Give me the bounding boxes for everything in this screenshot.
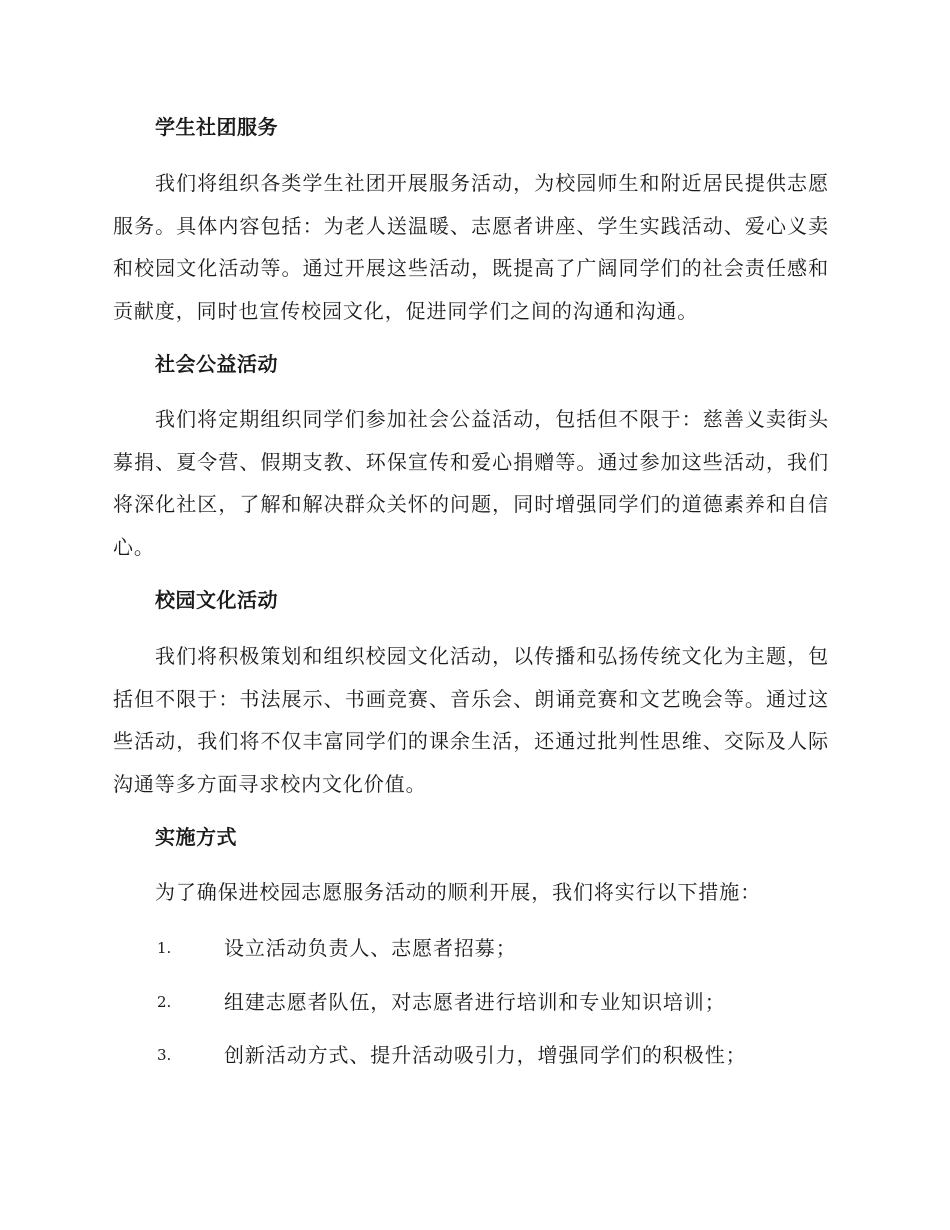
list-item xyxy=(0,934,950,964)
list-item xyxy=(0,1041,950,1071)
list-item-text: 创新活动方式、提升活动吸引力，增强同学们的积极性； xyxy=(224,1043,747,1067)
section-body-student-clubs: 我们将组织各类学生社团开展服务活动，为校园师生和附近居民提供志愿服务。具体内容包括：为老人送温暖、志愿者讲座、学生实践活动、爱心义卖和校园文化活动等。通过开展这些活动，既提高了广阔同学们的社会责任感和贡献度，同时也宣传校园文化，促进同学们之间的沟通和沟通。 xyxy=(113,171,829,323)
section-heading-student-clubs: 学生社团服务 xyxy=(155,115,278,139)
section-heading-public-welfare: 社会公益活动 xyxy=(155,352,278,376)
list-item-number: 1. xyxy=(157,939,172,957)
implementation-intro: 为了确保进校园志愿服务活动的顺利开展，我们将实行以下措施： xyxy=(155,880,762,904)
list-item-text: 组建志愿者队伍，对志愿者进行培训和专业知识培训； xyxy=(224,990,726,1014)
list-item-number: 2. xyxy=(157,993,172,1011)
list-item-number: 3. xyxy=(157,1046,172,1064)
section-heading-implementation: 实施方式 xyxy=(155,825,237,849)
section-body-campus-culture: 我们将积极策划和组织校园文化活动，以传播和弘扬传统文化为主题，包括但不限于：书法展示、书画竞赛、音乐会、朗诵竞赛和文艺晚会等。通过这些活动，我们将不仅丰富同学们的课余生活，还通过批判性思维、交际及人际沟通等多方面寻求校内文化价值。 xyxy=(113,644,829,796)
list-item xyxy=(0,988,950,1018)
list-item-text: 设立活动负责人、志愿者招募； xyxy=(224,936,517,960)
section-body-public-welfare: 我们将定期组织同学们参加社会公益活动，包括但不限于：慈善义卖街头募捐、夏令营、假期支教、环保宣传和爱心捐赠等。通过参加这些活动，我们将深化社区，了解和解决群众关怀的问题，同时增强同学们的道德素养和自信心。 xyxy=(113,407,829,559)
section-heading-campus-culture: 校园文化活动 xyxy=(155,588,278,612)
